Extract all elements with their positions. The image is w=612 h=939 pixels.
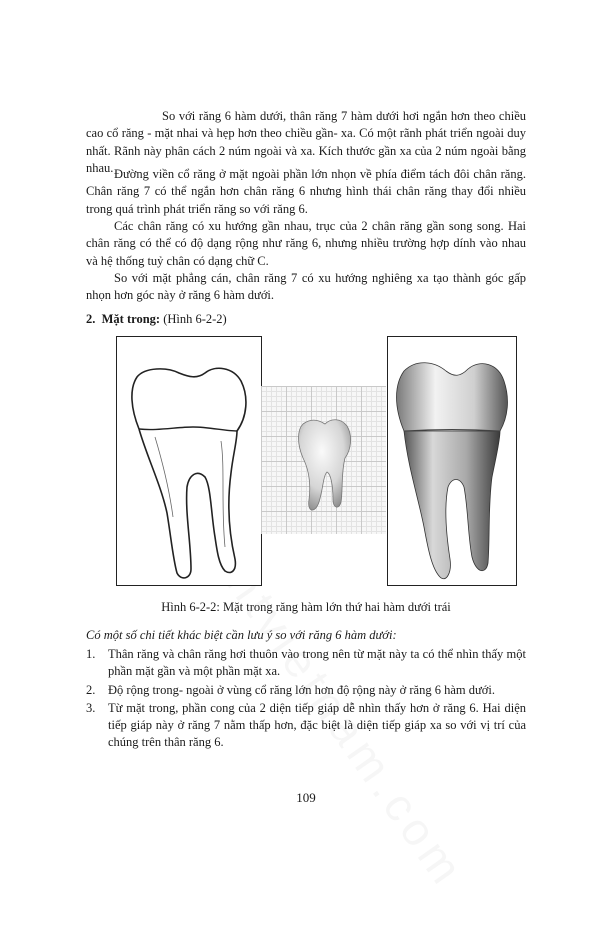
list-item-number: 2. xyxy=(86,682,96,697)
list-item xyxy=(86,646,526,681)
section-heading xyxy=(86,312,227,327)
paragraph-cervical-line: Đường viền cổ răng ở mặt ngoài phần lớn nhọn về phía điểm tách đôi chân răng. Chân răng 7 có thể ngắn hơn chân răng 6 nhưng hình thái chân răng thay đổi nhiều trong quá trình phát triển răng so với răng 6. xyxy=(86,167,526,216)
list-item-number: 1. xyxy=(86,647,96,661)
section-title: Mặt trong: xyxy=(101,312,161,326)
section-reference: (Hình 6-2-2) xyxy=(163,312,227,326)
notes-intro: Có một số chi tiết khác biệt cần lưu ý so với răng 6 hàm dưới: xyxy=(86,628,397,642)
list-item-text: Thân răng và chân răng hơi thuôn vào trong nên từ mặt này ta có thể nhìn thấy một phần mặt gần và một phần mặt xa. xyxy=(108,647,526,679)
list-item-number: 3. xyxy=(86,700,96,715)
paragraph-crown-comparison: So với răng 6 hàm dưới, thân răng 7 hàm dưới hơi ngắn hơn theo chiều cao cổ răng - mặt nhai và hẹp hơn theo chiều gần- xa. Có một rãnh phát triển ngoài duy nhất. Rãnh này phân cách 2 núm ngoài và xa. Kích thước gần xa của 2 núm ngoài bằng nhau. xyxy=(86,109,526,175)
figure-caption: Hình 6-2-2: Mặt trong răng hàm lớn thứ hai hàm dưới trái xyxy=(161,600,451,614)
paragraph-root-inclination: So với mặt phẳng cán, chân răng 7 có xu hướng nghiêng xa tạo thành góc gấp nhọn hơn góc này ở răng 6 hàm dưới. xyxy=(86,271,526,303)
page-number: 109 xyxy=(296,790,316,805)
notes-list xyxy=(86,646,526,753)
figure-photo-frame xyxy=(387,336,517,586)
section-number: 2. xyxy=(86,312,96,326)
tooth-outline-drawing xyxy=(117,337,261,585)
list-item-text: Độ rộng trong- ngoài ở vùng cổ răng lớn hơn độ rộng này ở răng 6 hàm dưới. xyxy=(108,682,495,697)
tooth-shaded-photo xyxy=(388,337,516,585)
tooth-grid-photo xyxy=(261,386,386,534)
list-item xyxy=(86,682,526,699)
list-item-text: Từ mặt trong, phần cong của 2 diện tiếp giáp dễ nhìn thấy hơn ở răng 6. Hai diện tiếp giáp này ở răng 7 nằm thấp hơn, đặc biệt là diện tiếp giáp xa so với vị trí của chúng trên thân răng 6. xyxy=(108,700,526,750)
list-item xyxy=(86,700,526,752)
figure-grid-panel xyxy=(261,386,386,534)
figure-outline-frame xyxy=(116,336,262,586)
paragraph-root-trunk: Các chân răng có xu hướng gần nhau, trục của 2 chân răng gần song song. Hai chân răng có thể có độ dạng rộng như răng 6, nhưng nhiều trường hợp dính vào nhau và hệ thống tuỷ chân có dạng chữ C. xyxy=(86,219,526,268)
